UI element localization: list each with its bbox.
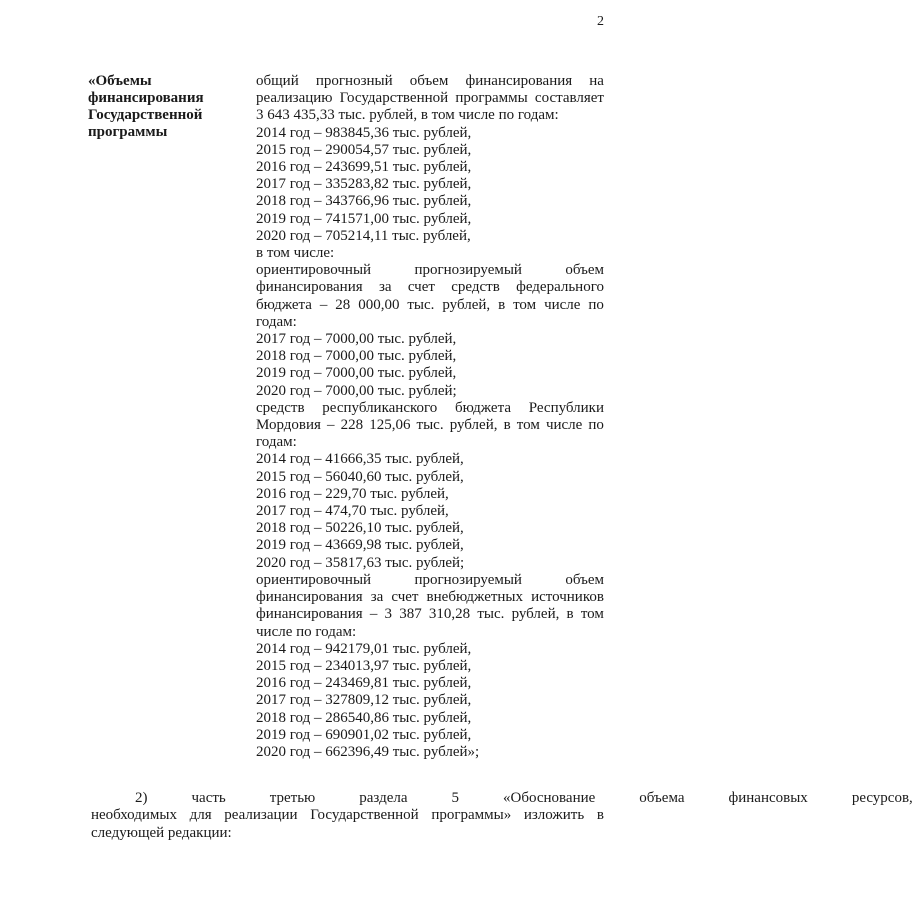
- total-year-line: 2018 год – 343766,96 тыс. рублей,: [256, 193, 472, 210]
- word: Республики: [528, 399, 604, 416]
- word: том: [580, 606, 604, 623]
- word: прогнозный: [315, 73, 393, 89]
- intro-line: [256, 90, 604, 107]
- word: федерального: [516, 279, 604, 296]
- page-number: 2: [597, 14, 604, 29]
- word: 28: [335, 296, 351, 313]
- word: том: [516, 417, 540, 434]
- word: числе: [544, 296, 581, 313]
- word: –: [319, 296, 328, 313]
- word: по: [588, 417, 604, 434]
- republic-year-line: 2017 год – 474,70 тыс. рублей,: [256, 503, 449, 520]
- word: 2): [135, 790, 148, 806]
- word: рублей,: [511, 606, 560, 623]
- word: в: [596, 807, 604, 824]
- label-line: финансирования: [88, 90, 204, 106]
- word: для: [189, 807, 212, 824]
- word: финансирования: [465, 73, 573, 89]
- word: 3: [384, 606, 393, 623]
- word: по: [588, 296, 604, 313]
- word: тыс.: [477, 606, 505, 623]
- extrabudget-year-line: 2020 год – 662396,49 тыс. рублей»;: [256, 743, 480, 760]
- word: ориентировочный: [256, 262, 372, 279]
- word: объем: [409, 73, 449, 89]
- financing-details: [256, 73, 604, 761]
- word: финансирования: [256, 606, 363, 623]
- word: Мордовия: [256, 417, 321, 434]
- republic-line: годам:: [256, 434, 297, 451]
- word: 228: [340, 417, 364, 434]
- word: финансирования: [256, 589, 363, 606]
- section-paragraph: [91, 790, 913, 842]
- word: –: [327, 417, 335, 434]
- word: в: [498, 296, 506, 313]
- word: счет: [391, 589, 419, 606]
- word: объем: [565, 571, 604, 588]
- word: 125,06: [369, 417, 411, 434]
- label-line: «Объемы: [88, 73, 152, 89]
- republic-year-line: 2016 год – 229,70 тыс. рублей,: [256, 485, 449, 502]
- word: счет: [407, 279, 435, 296]
- extrabudget-year-line: 2016 год – 243469,81 тыс. рублей,: [256, 675, 472, 692]
- republic-year-line: 2015 год – 56040,60 тыс. рублей,: [256, 468, 464, 485]
- extrabudget-year-line: 2019 год – 690901,02 тыс. рублей,: [256, 726, 472, 743]
- word: за: [370, 589, 384, 606]
- extrabudget-line: числе по годам:: [256, 623, 357, 640]
- word: ресурсов,: [851, 790, 913, 806]
- word: 387: [399, 606, 422, 623]
- word: –: [369, 606, 378, 623]
- extrabudget-year-line: 2017 год – 327809,12 тыс. рублей,: [256, 692, 472, 709]
- republic-year-line: 2020 год – 35817,63 тыс. рублей;: [256, 554, 465, 571]
- word: 5: [451, 790, 460, 806]
- word: реализацию: [256, 90, 333, 107]
- intro-line: 3 643 435,33 тыс. рублей, в том числе по годам:: [256, 107, 559, 124]
- word: тыс.: [416, 417, 444, 434]
- total-year-line: 2015 год – 290054,57 тыс. рублей,: [256, 141, 472, 158]
- word: изложить: [523, 807, 585, 824]
- word: прогнозируемый: [414, 571, 522, 588]
- republic-year-line: 2018 год – 50226,10 тыс. рублей,: [256, 520, 464, 537]
- word: на: [589, 73, 604, 89]
- word: «Обоснование: [503, 790, 596, 806]
- total-year-line: 2017 год – 335283,82 тыс. рублей,: [256, 176, 472, 193]
- republic-line: [256, 417, 604, 434]
- word: Государственной: [310, 807, 419, 824]
- federal-year-line: 2020 год – 7000,00 тыс. рублей;: [256, 382, 457, 399]
- word: третью: [269, 790, 316, 806]
- total-year-line: 2020 год – 705214,11 тыс. рублей,: [256, 227, 471, 244]
- section-line: [91, 807, 604, 824]
- federal-year-line: 2019 год – 7000,00 тыс. рублей,: [256, 365, 457, 382]
- word: 000,00: [358, 296, 400, 313]
- total-year-line: 2014 год – 983845,36 тыс. рублей,: [256, 124, 472, 141]
- word: средств: [451, 279, 500, 296]
- word: общий: [256, 73, 299, 89]
- word: Государственной: [339, 90, 449, 107]
- word: реализации: [224, 807, 298, 824]
- word: источников: [531, 589, 604, 606]
- in-that-number: в том числе:: [256, 245, 335, 262]
- word: финансовых: [728, 790, 808, 806]
- federal-year-line: 2017 год – 7000,00 тыс. рублей,: [256, 331, 457, 348]
- word: республиканского: [322, 399, 438, 416]
- word: программы: [455, 90, 528, 107]
- extrabudget-year-line: 2015 год – 234013,97 тыс. рублей,: [256, 657, 472, 674]
- label-line: программы: [88, 124, 168, 140]
- word: часть: [191, 790, 226, 806]
- word: бюджета: [455, 399, 511, 416]
- word: ориентировочный: [256, 571, 372, 588]
- word: 310,28: [428, 606, 471, 623]
- word: в: [503, 417, 511, 434]
- word: за: [378, 279, 392, 296]
- federal-year-line: 2018 год – 7000,00 тыс. рублей,: [256, 348, 457, 365]
- word: раздела: [359, 790, 408, 806]
- word: финансирования: [256, 279, 363, 296]
- extrabudget-year-line: 2018 год – 286540,86 тыс. рублей,: [256, 709, 472, 726]
- financing-volume-label: [88, 73, 228, 141]
- federal-line: [256, 279, 604, 296]
- total-year-line: 2019 год – 741571,00 тыс. рублей,: [256, 210, 472, 227]
- section-line: следующей редакции:: [91, 824, 232, 841]
- word: в: [566, 606, 574, 623]
- word: составляет: [534, 90, 604, 107]
- extrabudget-line: [256, 606, 604, 623]
- extrabudget-line: [256, 572, 604, 589]
- word: бюджета: [256, 296, 312, 313]
- federal-line: годам:: [256, 313, 297, 330]
- word: средств: [256, 399, 305, 416]
- word: прогнозируемый: [414, 262, 522, 279]
- section-line: [91, 790, 913, 807]
- word: рублей,: [442, 296, 491, 313]
- label-line: Государственной: [88, 107, 203, 123]
- word: рублей,: [449, 417, 498, 434]
- word: том: [513, 296, 537, 313]
- republic-year-line: 2019 год – 43669,98 тыс. рублей,: [256, 537, 464, 554]
- republic-year-line: 2014 год – 41666,35 тыс. рублей,: [256, 451, 464, 468]
- federal-line: [256, 297, 604, 314]
- total-year-line: 2016 год – 243699,51 тыс. рублей,: [256, 159, 472, 176]
- word: тыс.: [407, 296, 435, 313]
- word: числе: [545, 417, 583, 434]
- word: необходимых: [91, 807, 177, 824]
- extrabudget-year-line: 2014 год – 942179,01 тыс. рублей,: [256, 640, 472, 657]
- intro-line: [256, 73, 604, 90]
- republic-line: [256, 400, 604, 417]
- word: программы»: [431, 807, 512, 824]
- federal-line: [256, 262, 604, 279]
- word: объема: [639, 790, 685, 806]
- extrabudget-line: [256, 589, 604, 606]
- word: внебюджетных: [426, 589, 524, 606]
- word: объем: [565, 262, 604, 279]
